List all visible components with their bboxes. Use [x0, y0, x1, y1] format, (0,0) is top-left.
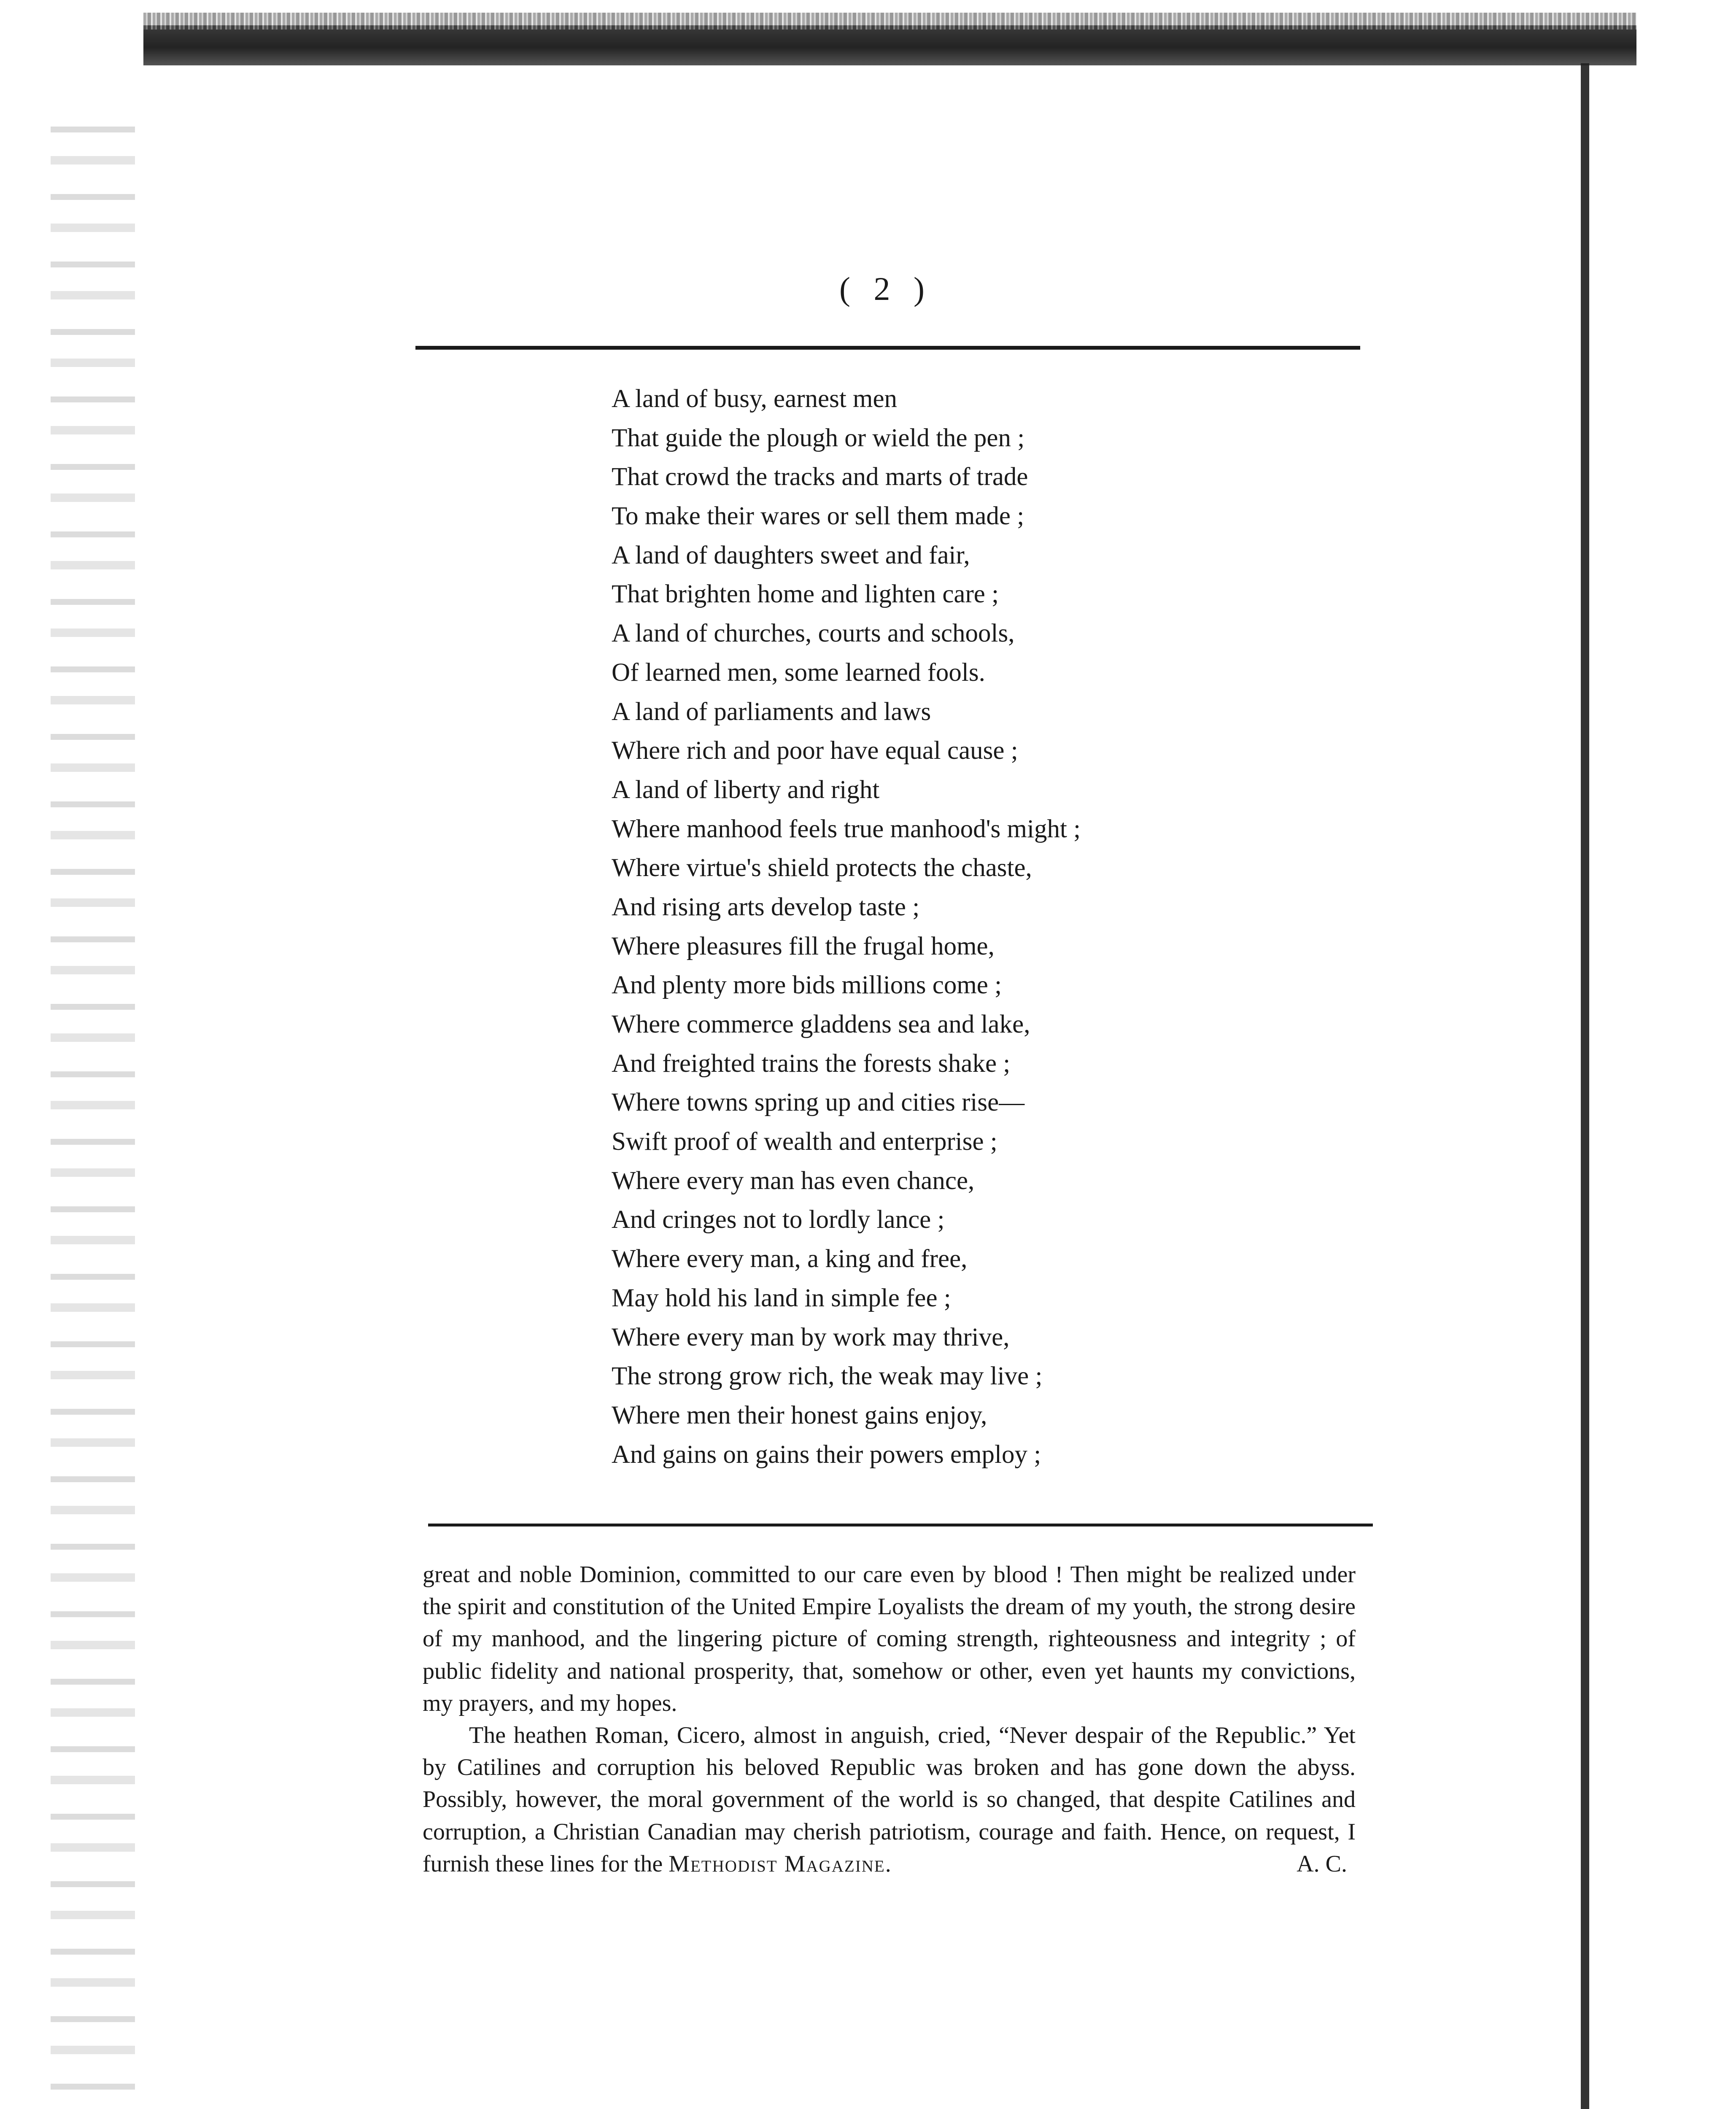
poem-line: Where every man, a king and free,: [612, 1245, 968, 1273]
poem: [612, 380, 1413, 1474]
poem-line: And gains on gains their powers employ ;: [612, 1440, 1041, 1469]
page-number: ( 2 ): [839, 270, 932, 307]
poem-line: Where every man by work may thrive,: [612, 1323, 1010, 1351]
poem-line: Where towns spring up and cities rise—: [612, 1088, 1025, 1117]
author-initials: A. C.: [1297, 1850, 1347, 1877]
poem-line: And cringes not to lordly lance ;: [612, 1206, 945, 1234]
poem-line: Where rich and poor have equal cause ;: [612, 736, 1018, 765]
prose-paragraph-2: [423, 1719, 1356, 1880]
poem-line: Where men their honest gains enjoy,: [612, 1401, 987, 1429]
scan-left-margin-noise: [51, 127, 135, 2109]
prose-block: [423, 1559, 1356, 1880]
top-rule: [415, 346, 1360, 350]
middle-rule: [428, 1524, 1373, 1526]
poem-line: That brighten home and lighten care ;: [612, 580, 999, 609]
poem-line: Where manhood feels true manhood's might ;: [612, 814, 1081, 843]
poem-line: To make their wares or sell them made ;: [612, 502, 1024, 531]
poem-line: A land of liberty and right: [612, 775, 880, 804]
scan-top-edge: [143, 25, 1636, 65]
poem-line: Swift proof of wealth and enterprise ;: [612, 1127, 997, 1156]
poem-line: A land of parliaments and laws: [612, 697, 931, 726]
poem-line: May hold his land in simple fee ;: [612, 1284, 951, 1312]
poem-line: And freighted trains the forests shake ;: [612, 1049, 1011, 1078]
poem-line: Where commerce gladdens sea and lake,: [612, 1010, 1030, 1038]
poem-line: And rising arts develop taste ;: [612, 893, 920, 921]
prose-paragraph-2-text: The heathen Roman, Cicero, almost in anguish, cried, “Never despair of the Republic.” Yet by Catilines and corruption his beloved Republic was broken and has gone down the abyss. Possibly, however, the moral government of the world is so changed, that despite Catilines and corruption, a Christian Canadian may cherish patriotism, courage and faith. Hence, on request, I furnish these lines for the: [423, 1722, 1356, 1877]
prose-paragraph-1: great and noble Dominion, committed to our care even by blood ! Then might be realized under the spirit and constitution of the United Empire Loyalists the dream of my youth, the strong desire of my manhood, and the lingering picture of coming strength, righteousness and integrity ; of public fidelity and national prosperity, that, somehow or other, even yet haunts my convictions, my prayers, and my hopes.: [423, 1562, 1356, 1716]
poem-line: That guide the plough or wield the pen ;: [612, 423, 1025, 452]
poem-line: Of learned men, some learned fools.: [612, 658, 985, 687]
poem-line: Where virtue's shield protects the chaste,: [612, 854, 1032, 882]
poem-line: Where every man has even chance,: [612, 1166, 975, 1195]
poem-line: That crowd the tracks and marts of trade: [612, 463, 1028, 491]
scan-right-edge: [1581, 63, 1589, 2109]
poem-line: A land of daughters sweet and fair,: [612, 541, 970, 569]
poem-line: And plenty more bids millions come ;: [612, 971, 1002, 1000]
poem-line: A land of churches, courts and schools,: [612, 619, 1015, 648]
poem-line: A land of busy, earnest men: [612, 385, 898, 413]
magazine-title: Methodist Magazine.: [669, 1850, 892, 1877]
poem-line: Where pleasures fill the frugal home,: [612, 932, 995, 960]
poem-line: The strong grow rich, the weak may live ;: [612, 1362, 1043, 1391]
